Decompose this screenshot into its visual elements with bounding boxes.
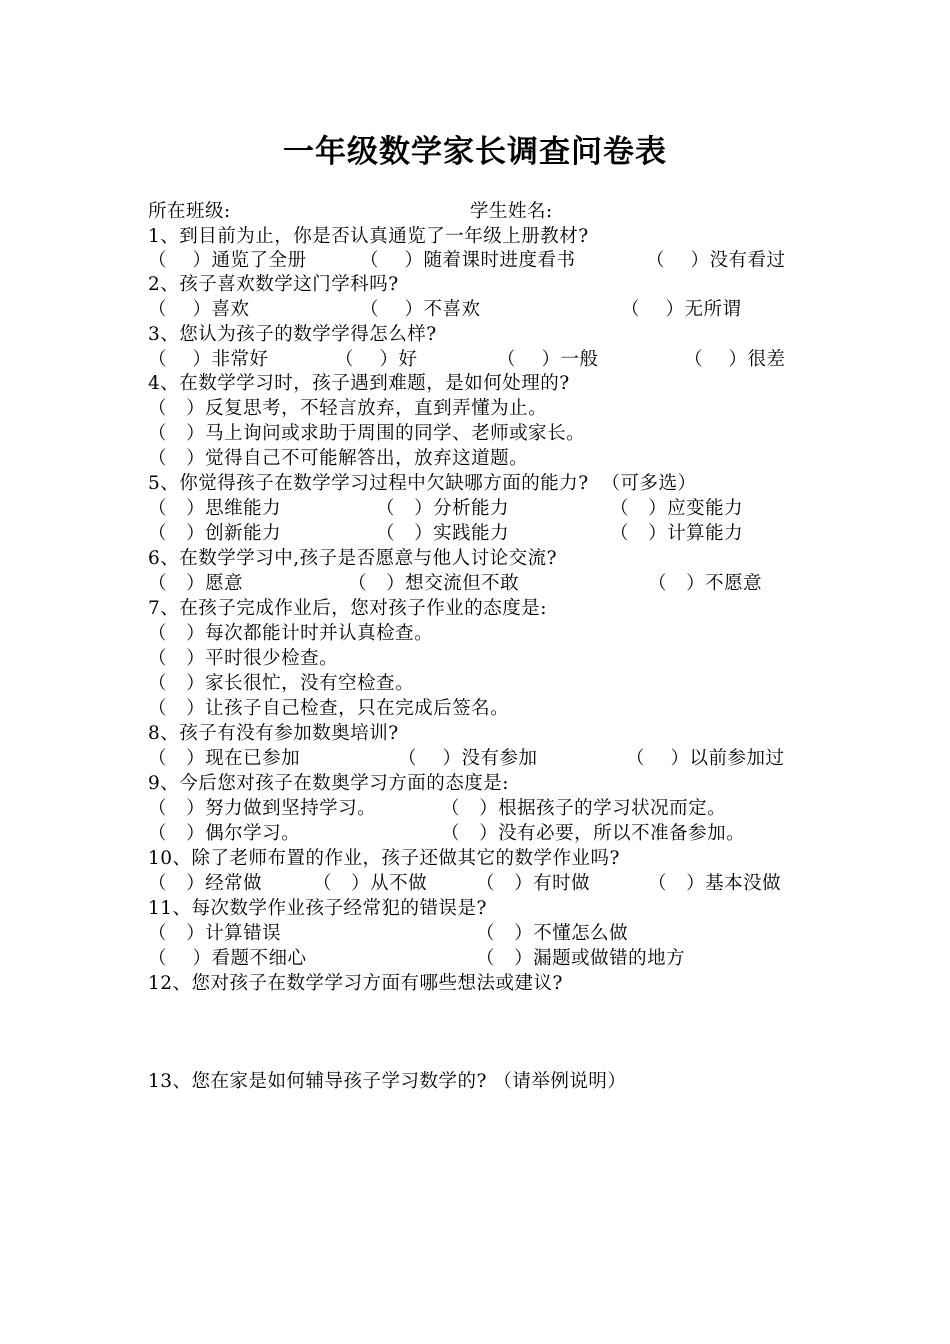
- q10-option[interactable]: （ ）经常做: [148, 873, 263, 894]
- q3-option[interactable]: （ ）非常好: [148, 349, 269, 370]
- q2-option[interactable]: （ ）无所谓: [621, 299, 742, 320]
- q2-option[interactable]: （ ）喜欢: [148, 299, 250, 320]
- q9-option[interactable]: （ ）努力做到坚持学习。: [148, 798, 377, 819]
- q10-option[interactable]: （ ）基本没做: [648, 873, 782, 894]
- question-6: 6、在数学学习中,孩子是否愿意与他人讨论交流?: [148, 548, 558, 569]
- q11-option[interactable]: （ ）不懂怎么做: [476, 923, 629, 944]
- q5-option[interactable]: （ ）应变能力: [610, 498, 744, 519]
- class-label: 所在班级:: [148, 201, 231, 222]
- q7-option[interactable]: （ ）平时很少检查。: [148, 648, 339, 669]
- q5-option[interactable]: （ ）实践能力: [376, 523, 510, 544]
- q8-option[interactable]: （ ）现在已参加: [148, 748, 301, 769]
- q6-option[interactable]: （ ）愿意: [148, 573, 244, 594]
- question-4: 4、在数学学习时，孩子遇到难题，是如何处理的?: [148, 373, 570, 394]
- q4-option[interactable]: （ ）觉得自己不可能解答出，放弃这道题。: [148, 448, 529, 469]
- question-2: 2、孩子喜欢数学这门学科吗?: [148, 274, 399, 295]
- q4-option[interactable]: （ ）马上询问或求助于周围的同学、老师或家长。: [148, 423, 586, 444]
- q10-option[interactable]: （ ）有时做: [476, 873, 591, 894]
- question-12: 12、您对孩子在数学学习方面有哪些想法或建议?: [148, 973, 563, 994]
- q4-option[interactable]: （ ）反复思考，不轻言放弃，直到弄懂为止。: [148, 398, 548, 419]
- page-title: 一年级数学家长调查问卷表: [283, 134, 667, 170]
- q11-option[interactable]: （ ）看题不细心: [148, 948, 307, 969]
- q5-option[interactable]: （ ）计算能力: [610, 523, 744, 544]
- q1-option[interactable]: （ ）随着课时进度看书: [360, 250, 576, 271]
- q7-option[interactable]: （ ）家长很忙，没有空检查。: [148, 673, 415, 694]
- question-3: 3、您认为孩子的数学学得怎么样?: [148, 324, 437, 345]
- q7-option[interactable]: （ ）每次都能计时并认真检查。: [148, 623, 434, 644]
- q5-option[interactable]: （ ）思维能力: [148, 498, 282, 519]
- q9-option[interactable]: （ ）没有必要，所以不准备参加。: [441, 823, 746, 844]
- q3-option[interactable]: （ ）很差: [684, 349, 786, 370]
- q5-option[interactable]: （ ）分析能力: [376, 498, 510, 519]
- q6-option[interactable]: （ ）不愿意: [648, 573, 763, 594]
- q11-option[interactable]: （ ）漏题或做错的地方: [476, 948, 686, 969]
- q2-option[interactable]: （ ）不喜欢: [360, 299, 481, 320]
- q9-option[interactable]: （ ）偶尔学习。: [148, 823, 301, 844]
- q5-option[interactable]: （ ）创新能力: [148, 523, 282, 544]
- question-1: 1、到目前为止，你是否认真通览了一年级上册教材?: [148, 226, 589, 247]
- question-9: 9、今后您对孩子在数奥学习方面的态度是:: [148, 773, 510, 794]
- q11-option[interactable]: （ ）计算错误: [148, 923, 282, 944]
- q8-option[interactable]: （ ）没有参加: [398, 748, 538, 769]
- question-13: 13、您在家是如何辅导孩子学习数学的? （请举例说明）: [148, 1071, 627, 1092]
- question-11: 11、每次数学作业孩子经常犯的错误是?: [148, 898, 487, 919]
- q6-option[interactable]: （ ）想交流但不敢: [348, 573, 520, 594]
- student-name-label: 学生姓名:: [470, 201, 553, 222]
- question-8: 8、孩子有没有参加数奥培训?: [148, 723, 399, 744]
- q1-option[interactable]: （ ）通览了全册: [148, 250, 307, 271]
- q3-option[interactable]: （ ）一般: [497, 349, 599, 370]
- q1-option[interactable]: （ ）没有看过: [646, 250, 786, 271]
- q7-option[interactable]: （ ）让孩子自己检查，只在完成后签名。: [148, 698, 510, 719]
- q10-option[interactable]: （ ）从不做: [313, 873, 428, 894]
- q3-option[interactable]: （ ）好: [335, 349, 418, 370]
- question-7: 7、在孩子完成作业后，您对孩子作业的态度是:: [148, 598, 548, 619]
- question-10: 10、除了老师布置的作业，孩子还做其它的数学作业吗?: [148, 848, 620, 869]
- q8-option[interactable]: （ ）以前参加过: [626, 748, 785, 769]
- question-5: 5、你觉得孩子在数学学习过程中欠缺哪方面的能力? （可多选）: [148, 473, 697, 494]
- q9-option[interactable]: （ ）根据孩子的学习状况而定。: [441, 798, 727, 819]
